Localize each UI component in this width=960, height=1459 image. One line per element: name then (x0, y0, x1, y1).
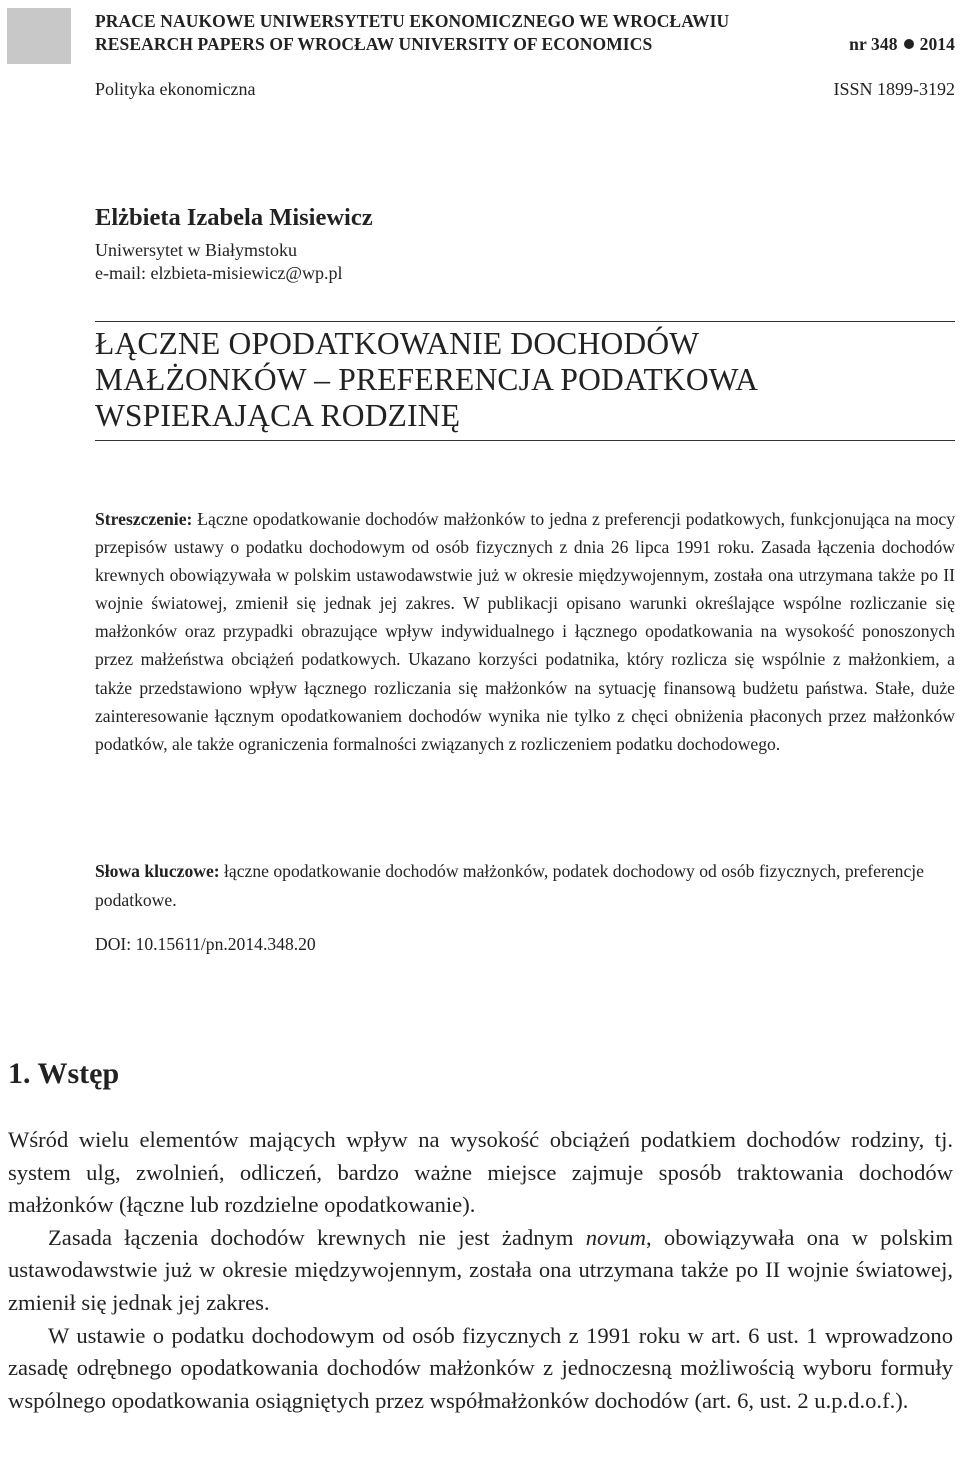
body-paragraph: W ustawie o podatku dochodowym od osób fizycznych z 1991 roku w art. 6 ust. 1 wprowadzono zasadę odrębnego opodatkowania dochodów małżonków z jednoczesną możliwością wyboru formuły wspólnego opodatkowania osiągniętych przez współmałżonków dochodów (art. 6, ust. 2 u.p.d.o.f.). (8, 1322, 953, 1413)
journal-title-polish: PRACE NAUKOWE UNIWERSYTETU EKONOMICZNEGO WE WROCŁAWIU (95, 11, 730, 31)
keywords-label: Słowa kluczowe: (95, 861, 220, 881)
body-paragraph: Wśród wielu elementów mających wpływ na wysokość obciążeń podatkiem dochodów rodziny, tj. system ulg, zwolnień, odliczeń, bardzo ważne miejsce zajmuje sposób traktowania dochodów małżonków (łączne lub rozdzielne opodatkowanie). (8, 1127, 953, 1218)
keywords-text: łączne opodatkowanie dochodów małżonków, podatek dochodowy od osób fizycznych, preferencje podatkowe. (95, 861, 924, 910)
body-text-span: , obowiązywała ona w polskim ustawodawstwie już w okresie międzywojennym, została ona utrzymana także po II wojnie światowej, zmienił się jednak jej zakres. (8, 1224, 953, 1315)
issue-info (849, 33, 955, 56)
abstract-label: Streszczenie: (95, 509, 193, 529)
author-email: e-mail: elzbieta-misiewicz@wp.pl (95, 263, 343, 283)
header-gray-block (7, 8, 71, 64)
body-text-span: Zasada łączenia dochodów krewnych nie jest żadnym (48, 1224, 586, 1250)
title-line: ŁĄCZNE OPODATKOWANIE DOCHODÓW (95, 326, 700, 361)
journal-title-english-row (95, 33, 955, 56)
journal-header (95, 10, 955, 56)
bullet-dot-icon (904, 39, 914, 49)
introduction-body (8, 1124, 953, 1417)
journal-title-english: RESEARCH PAPERS OF WROCŁAW UNIVERSITY OF ECONOMICS (95, 34, 653, 54)
journal-topic: Polityka ekonomiczna (95, 79, 256, 99)
author-details (95, 239, 342, 285)
issue-number: nr 348 (849, 34, 898, 54)
abstract-text: Łączne opodatkowanie dochodów małżonków to jedna z preferencji podatkowych, funkcjonująca na mocy przepisów ustawy o podatku dochodowym od osób fizycznych z dnia 26 lipca 1991 roku. Zasada łączenia dochodów krewnych obowiązywała w polskim ustawodawstwie już w okresie międzywojennym, została ona utrzymana także po II wojnie światowej, zmienił się jednak jej zakres. W publikacji opisano warunki określające wspólne rozliczanie się małżonków oraz przypadki obrazujące wpływ indywidualnego i łącznego opodatkowania na wysokość ponoszonych przez małżeństwa obciążeń podatkowych. Ukazano korzyści podatnika, który rozlicza się wspólnie z małżonkiem, a także przedstawiono wpływ łącznego rozliczania się małżonków na sytuację finansową budżetu państwa. Stałe, duże zainteresowanie łącznym opodatkowaniem dochodów wynika nie tylko z chęci obniżenia płaconych przez małżonków podatków, ale także ograniczenia formalności związanych z rozliczeniem podatku dochodowego. (95, 509, 955, 754)
title-rule-bottom (95, 440, 955, 441)
title-line: MAŁŻONKÓW – PREFERENCJA PODATKOWA (95, 362, 759, 397)
author-affiliation: Uniwersytet w Białymstoku (95, 240, 297, 260)
keywords (95, 857, 955, 915)
author-name: Elżbieta Izabela Misiewicz (95, 204, 373, 231)
abstract (95, 505, 955, 758)
body-paragraph (8, 1222, 953, 1320)
doi: DOI: 10.15611/pn.2014.348.20 (95, 934, 316, 954)
topic-row (95, 78, 955, 100)
issue-year: 2014 (919, 34, 955, 54)
italic-term: novum (585, 1224, 646, 1250)
paper-title (95, 321, 955, 434)
issn: ISSN 1899-3192 (833, 79, 955, 99)
section-heading: 1. Wstęp (8, 1057, 120, 1090)
title-line: WSPIERAJĄCA RODZINĘ (95, 398, 461, 433)
